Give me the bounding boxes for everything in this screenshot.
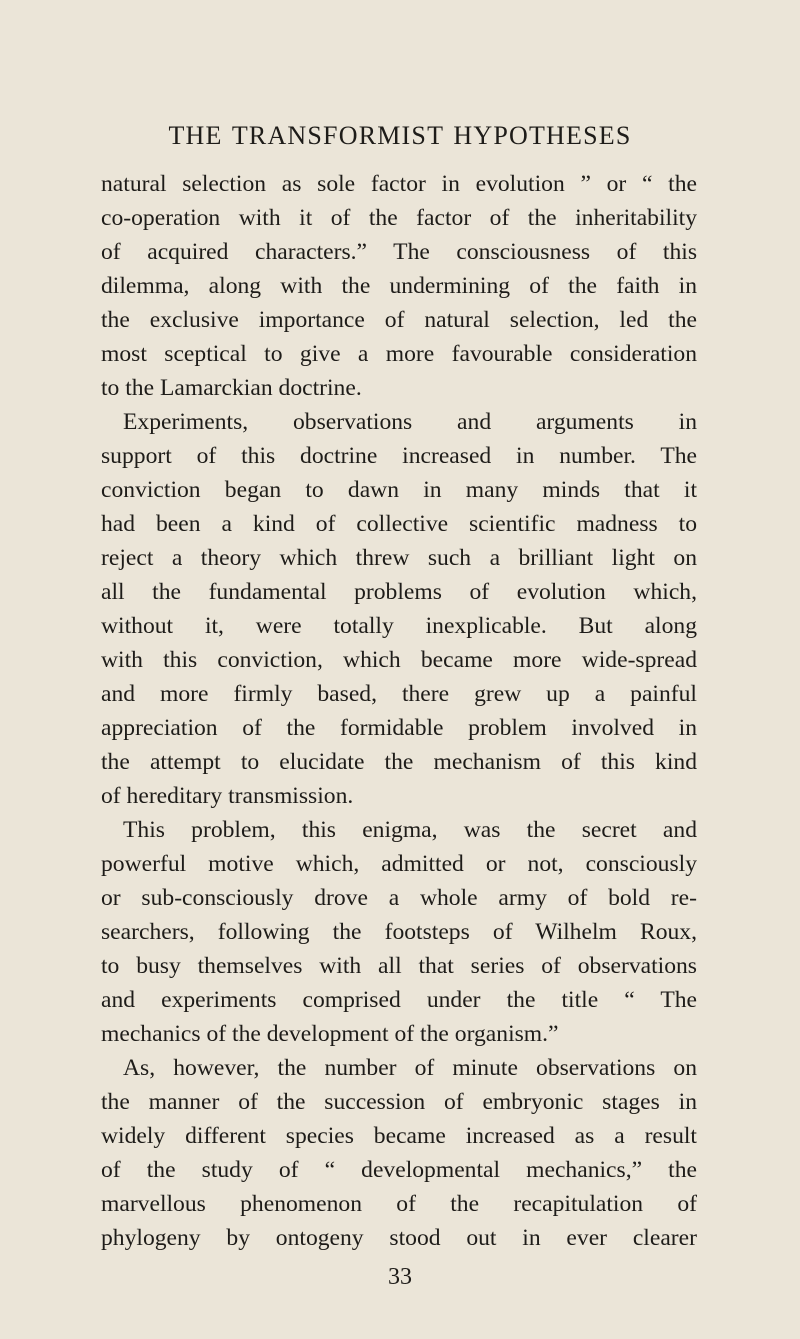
text-line-15: with this conviction, which became more wide-spread — [101, 647, 697, 673]
text-line-27: As, however, the number of minute observations on — [123, 1055, 697, 1081]
text-line-9: support of this doctrine increased in number. The — [101, 443, 697, 469]
text-line-21: powerful motive which, admitted or not, consciously — [101, 851, 697, 877]
text-line-31: marvellous phenomenon of the recapitulation of — [101, 1191, 697, 1217]
running-head: THE TRANSFORMIST HYPOTHESES — [168, 121, 632, 150]
text-line-10: conviction began to dawn in many minds that it — [101, 477, 697, 503]
text-line-28: the manner of the succession of embryonic stages in — [101, 1089, 697, 1115]
text-line-8: Experiments, observations and arguments in — [123, 409, 697, 435]
text-line-25: and experiments comprised under the title “ The — [101, 987, 697, 1013]
text-line-7: to the Lamarckian doctrine. — [101, 375, 362, 401]
text-line-4: dilemma, along with the undermining of the faith in — [101, 273, 697, 299]
text-line-32: phylogeny by ontogeny stood out in ever clearer — [101, 1225, 697, 1251]
text-line-18: the attempt to elucidate the mechanism of this kind — [101, 749, 697, 775]
text-line-29: widely different species became increased as a result — [101, 1123, 697, 1149]
text-line-6: most sceptical to give a more favourable consideration — [101, 341, 697, 367]
text-line-14: without it, were totally inexplicable. But along — [101, 613, 697, 639]
text-line-22: or sub-consciously drove a whole army of bold re- — [101, 885, 697, 911]
text-line-3: of acquired characters.” The consciousness of this — [101, 239, 697, 265]
text-line-17: appreciation of the formidable problem involved in — [101, 715, 697, 741]
text-line-26: mechanics of the development of the organism.” — [101, 1021, 559, 1047]
text-line-24: to busy themselves with all that series of observations — [101, 953, 697, 979]
text-line-11: had been a kind of collective scientific madness to — [101, 511, 697, 537]
text-line-19: of hereditary transmission. — [101, 783, 354, 809]
text-line-20: This problem, this enigma, was the secret and — [123, 817, 697, 843]
text-line-13: all the fundamental problems of evolution which, — [101, 579, 697, 605]
page-number: 33 — [388, 1264, 412, 1290]
text-line-12: reject a theory which threw such a brilliant light on — [101, 545, 697, 571]
text-line-2: co-operation with it of the factor of the inheritability — [101, 205, 697, 231]
text-line-5: the exclusive importance of natural selection, led the — [101, 307, 697, 333]
text-line-30: of the study of “ developmental mechanics,” the — [101, 1157, 697, 1183]
text-line-1: natural selection as sole factor in evolution ” or “ the — [101, 171, 697, 197]
text-line-16: and more firmly based, there grew up a painful — [101, 681, 697, 707]
text-line-23: searchers, following the footsteps of Wilhelm Roux, — [101, 919, 697, 945]
